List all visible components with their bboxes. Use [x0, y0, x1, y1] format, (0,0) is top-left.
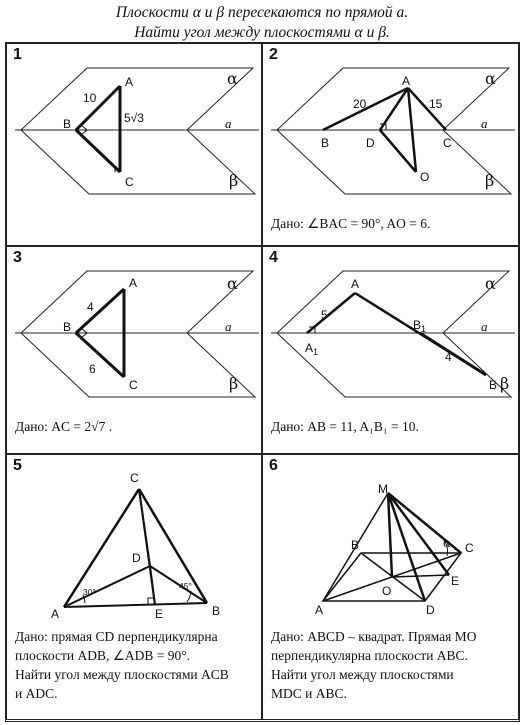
label-bb1: 4 [445, 350, 452, 364]
label-D: D [366, 136, 375, 150]
given-4: Дано: AB = 11, A₁B₁ = 10. [271, 419, 419, 434]
label-line: a [225, 319, 232, 334]
label-ab: 4 [87, 300, 94, 314]
given-6-line-4: MDC и ABC. [271, 686, 347, 701]
label-A: A [129, 276, 138, 290]
label-A: A [51, 607, 60, 621]
label-C: C [465, 541, 474, 555]
label-A: A [125, 75, 134, 89]
problem-number: 6 [269, 457, 278, 474]
problem-1 [6, 43, 262, 246]
label-beta: β [500, 374, 510, 393]
header-line-1: Плоскости α и β пересекаются по прямой a. [115, 4, 409, 21]
given-6-line-1: Дано: ABCD – квадрат. Прямая MO [271, 629, 477, 644]
label-B: B [63, 117, 72, 131]
problem-grid [5, 42, 520, 722]
label-B: B [351, 538, 360, 552]
given-6 [271, 627, 476, 703]
label-beta: β [485, 171, 495, 190]
label-ab: 10 [83, 91, 97, 105]
label-beta: β [229, 171, 239, 190]
figure-1 [7, 44, 263, 247]
given-5-line-2: плоскости ADB, ∠ADB = 90°. [15, 648, 190, 663]
label-ang: α [443, 537, 451, 550]
header-line-2: Найти угол между плоскостями α и β. [134, 24, 390, 41]
given-5-line-3: Найти угол между плоскостями ACB [15, 667, 229, 682]
label-C: C [443, 136, 452, 150]
label-B: B [212, 604, 221, 618]
label-line: a [481, 116, 488, 131]
label-alpha: α [485, 274, 496, 293]
label-ac: 15 [429, 97, 443, 111]
problem-number: 4 [269, 249, 278, 266]
problem-number: 3 [13, 249, 22, 266]
given-5-line-4: и ADC. [15, 686, 58, 701]
label-B1: $B_1$ [413, 318, 427, 334]
label-ang1: 30° [83, 587, 96, 597]
label-ac: 5√3 [124, 111, 144, 125]
label-alpha: α [227, 274, 238, 293]
label-aa1: 5 [321, 308, 328, 322]
problem-number: 1 [13, 46, 22, 63]
label-B: B [63, 320, 72, 334]
label-O: O [420, 170, 430, 184]
label-alpha: α [485, 69, 496, 88]
problem-number: 2 [269, 46, 278, 63]
problem-number: 5 [13, 457, 22, 474]
label-M: M [378, 482, 388, 496]
given-5 [15, 627, 229, 703]
label-O: O [382, 584, 392, 598]
label-line: a [481, 319, 488, 334]
label-E: E [451, 574, 460, 588]
label-B: B [489, 378, 498, 392]
problem-4 [262, 246, 519, 454]
label-ang2: 45° [179, 581, 192, 591]
label-B: B [321, 136, 330, 150]
label-C: C [130, 471, 139, 485]
label-beta: β [229, 374, 239, 393]
problem-2 [262, 43, 519, 246]
problem-6 [262, 454, 519, 720]
problem-5 [6, 454, 262, 720]
label-line: a [225, 116, 232, 131]
label-D: D [426, 603, 435, 617]
label-A: A [402, 74, 411, 88]
given-2: Дано: ∠BAC = 90°, AO = 6. [271, 216, 431, 231]
label-alpha: α [227, 69, 238, 88]
given-6-line-3: Найти угол между плоскостями [271, 667, 454, 682]
label-bc: 6 [89, 362, 96, 376]
label-A: A [351, 277, 360, 291]
label-A1: $A_1$ [305, 341, 319, 357]
problem-3 [6, 246, 262, 454]
given-6-line-2: перпендикулярна плоскости ABC. [271, 648, 468, 663]
label-A: A [315, 603, 324, 617]
given-5-line-1: Дано: прямая CD перпендикулярна [15, 629, 218, 644]
label-C: C [125, 175, 134, 189]
given-3: Дано: AC = 2√7 . [15, 419, 113, 434]
label-D: D [132, 551, 141, 565]
label-E: E [155, 607, 164, 621]
label-C: C [129, 378, 138, 392]
label-ab: 20 [353, 97, 367, 111]
